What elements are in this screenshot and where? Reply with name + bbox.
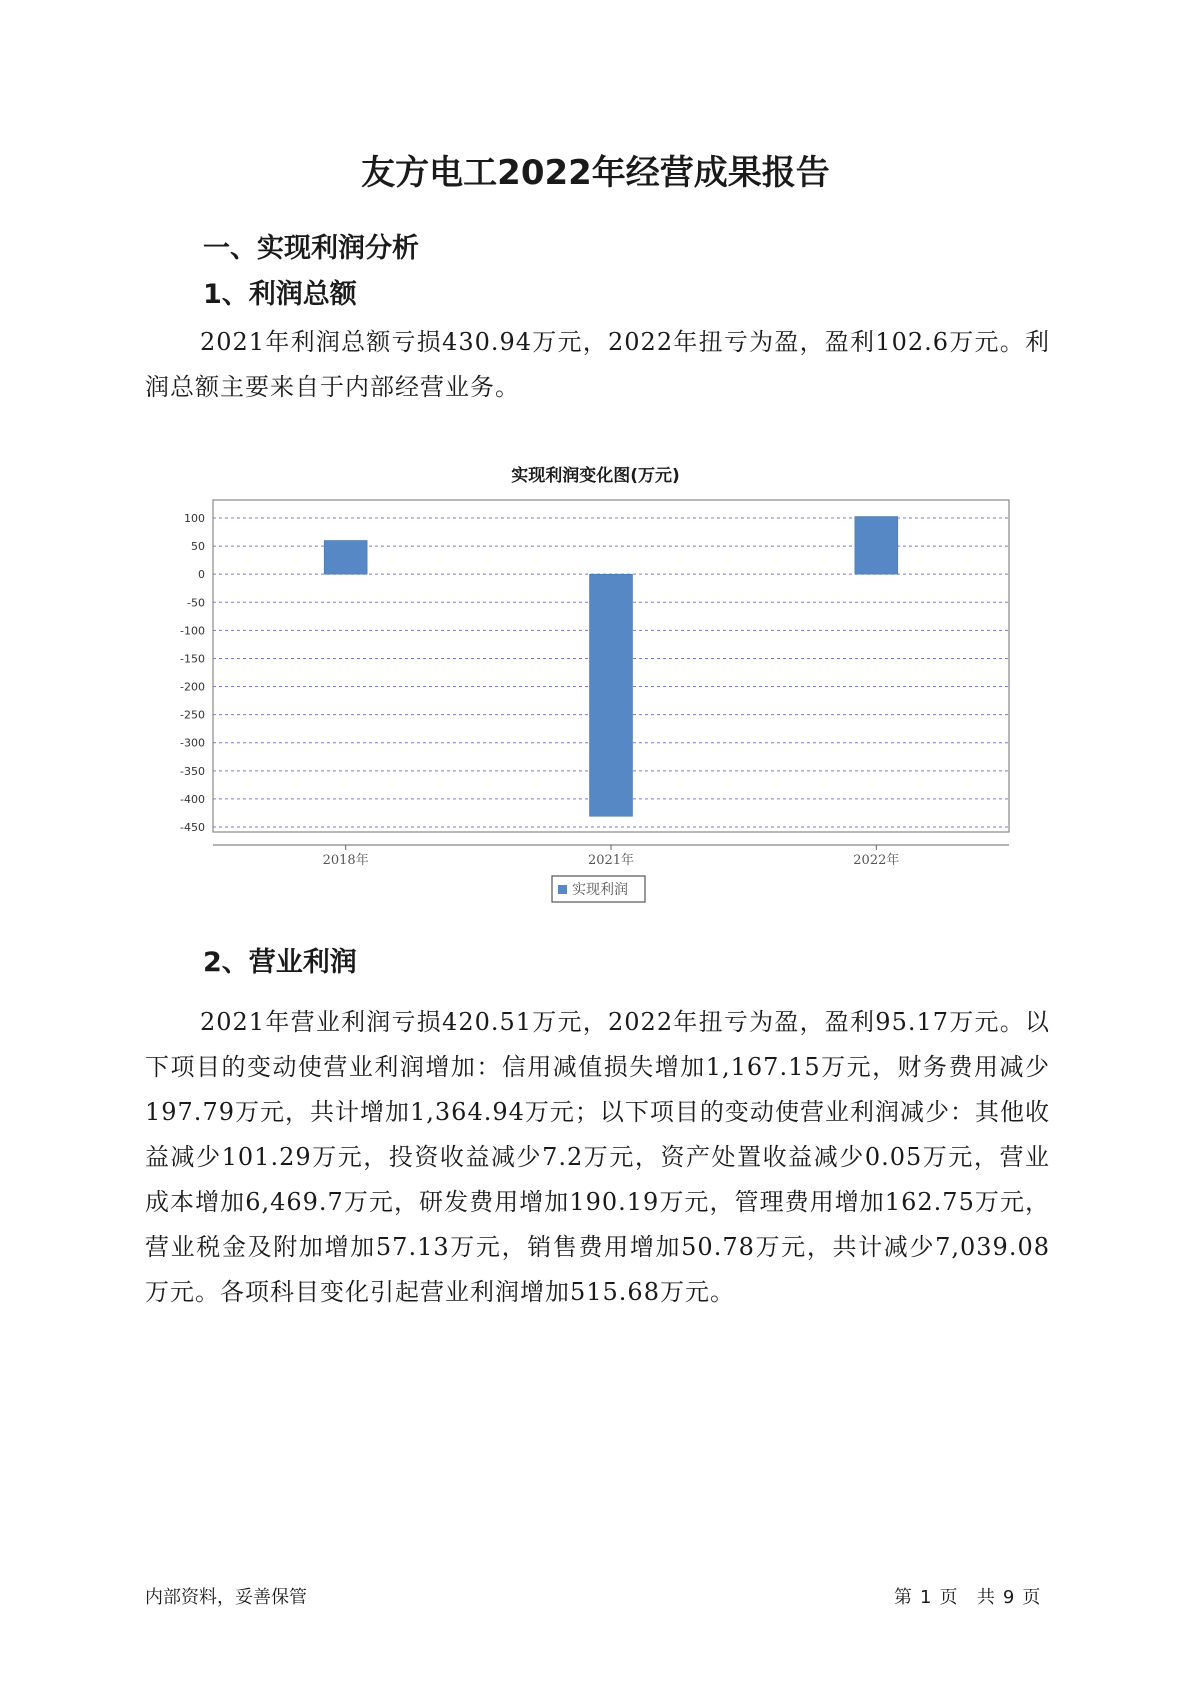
y-tick-label: -200 [180, 680, 205, 694]
footer-confidential-note: 内部资料，妥善保管 [145, 1587, 307, 1608]
y-tick-label: -250 [180, 708, 205, 722]
x-tick-label: 2021年 [587, 853, 635, 868]
page-prefix: 第 [894, 1587, 912, 1608]
section-heading-profit-analysis: 一、实现利润分析 [203, 233, 419, 264]
paragraph-operating-profit: 2021年营业利润亏损420.51万元，2022年扭亏为盈，盈利95.17万元。以下项目的变动使营业利润增加：信用减值损失增加1,167.15万元，财务费用减少197.79万元，共计增加1,364.94万元；以下项目的变动使营业利润减少：其他收益减少101.29万元，投资收益减少7.2万元，资产处置收益减少0.05万元，营业成本增加6,469.7万元，研发费用增加190.19万元，管理费用增加162.75万元，营业税金及附加增加57.13万元，销售费用增加50.78万元，共计减少7,039.08万元。各项科目变化引起营业利润增加515.68万元。 [145, 1008, 1050, 1306]
y-tick-label: 50 [191, 540, 205, 554]
bar-1 [324, 540, 367, 574]
y-tick-label: -450 [180, 821, 205, 834]
x-tick-label: 2022年 [853, 853, 900, 868]
total-prefix: 共 [976, 1587, 995, 1608]
current-page: 1 [920, 1587, 932, 1608]
subheading-total-profit: 1、利润总额 [203, 279, 357, 310]
total-suffix: 页 [1022, 1587, 1041, 1608]
x-tick-label: 2018年 [322, 853, 369, 868]
page-mid: 页 [939, 1587, 958, 1608]
paragraph-total-profit: 2021年利润总额亏损430.94万元，2022年扭亏为盈，盈利102.6万元。利润总额主要来自于内部经营业务。 [145, 328, 1050, 401]
legend-label: 实现利润 [572, 882, 628, 898]
bar-3 [855, 517, 898, 575]
chart-title: 实现利润变化图(万元) [511, 466, 680, 486]
legend-swatch [558, 885, 567, 894]
y-tick-label: -100 [180, 624, 205, 638]
y-tick-label: -350 [180, 764, 205, 778]
y-tick-label: -300 [180, 736, 205, 750]
document-title: 友方电工2022年经营成果报告 [361, 153, 830, 193]
subheading-operating-profit: 2、营业利润 [203, 947, 357, 978]
total-pages: 9 [1002, 1587, 1015, 1608]
y-tick-label: -50 [187, 596, 205, 610]
y-tick-label: 100 [184, 512, 205, 525]
bar-2 [590, 574, 633, 816]
footer-page-number [890, 1583, 1044, 1609]
y-tick-label: -400 [180, 792, 205, 806]
y-tick-label: 0 [198, 568, 205, 582]
y-tick-label: -150 [180, 652, 205, 666]
